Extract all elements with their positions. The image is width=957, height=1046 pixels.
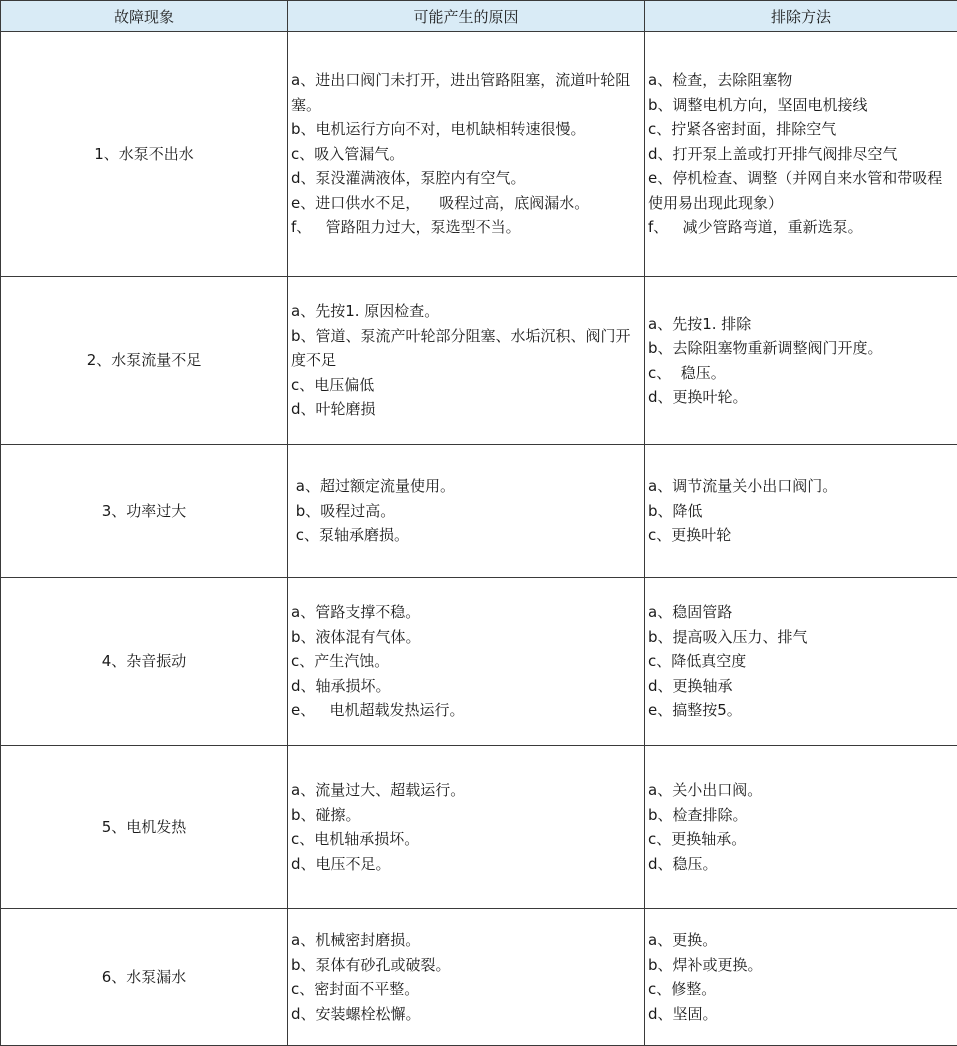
remedy-item: c、修整。 — [648, 977, 953, 1002]
remedy-item: c、更换轴承。 — [648, 827, 953, 852]
symptom-cell: 4、杂音振动 — [1, 578, 288, 746]
table-row — [1, 445, 957, 578]
remedy-item: f、 减少管路弯道，重新选泵。 — [648, 215, 953, 240]
remedy-cell — [645, 909, 957, 1046]
cause-item: a、超过额定流量使用。 — [291, 474, 640, 499]
symptom-cell: 2、水泵流量不足 — [1, 277, 288, 445]
remedy-item: d、打开泵上盖或打开排气阀排尽空气 — [648, 142, 953, 167]
header-remedy: 排除方法 — [645, 1, 957, 32]
remedy-cell — [645, 746, 957, 909]
remedy-item: d、坚固。 — [648, 1002, 953, 1027]
cause-item: b、吸程过高。 — [291, 499, 640, 524]
remedy-item: a、更换。 — [648, 928, 953, 953]
remedy-item: d、更换轴承 — [648, 674, 953, 699]
cause-item: c、产生汽蚀。 — [291, 649, 640, 674]
cause-item: b、碰擦。 — [291, 803, 640, 828]
remedy-item: b、去除阻塞物重新调整阀门开度。 — [648, 336, 953, 361]
cause-cell — [288, 32, 645, 277]
cause-item: a、机械密封磨损。 — [291, 928, 640, 953]
remedy-item: b、降低 — [648, 499, 953, 524]
symptom-cell: 6、水泵漏水 — [1, 909, 288, 1046]
table-row — [1, 746, 957, 909]
cause-cell — [288, 445, 645, 578]
remedy-item: a、调节流量关小出口阀门。 — [648, 474, 953, 499]
cause-item: d、叶轮磨损 — [291, 397, 640, 422]
cause-item: b、液体混有气体。 — [291, 625, 640, 650]
remedy-item: a、检查，去除阻塞物 — [648, 68, 953, 93]
cause-item: c、电压偏低 — [291, 373, 640, 398]
cause-item: d、电压不足。 — [291, 852, 640, 877]
remedy-item: c、降低真空度 — [648, 649, 953, 674]
cause-cell — [288, 746, 645, 909]
table-row — [1, 578, 957, 746]
cause-item: d、泵没灌满液体，泵腔内有空气。 — [291, 166, 640, 191]
cause-item: b、电机运行方向不对，电机缺相转速很慢。 — [291, 117, 640, 142]
cause-item: c、电机轴承损坏。 — [291, 827, 640, 852]
remedy-item: c、拧紧各密封面，排除空气 — [648, 117, 953, 142]
cause-item: d、安装螺栓松懈。 — [291, 1002, 640, 1027]
cause-cell — [288, 909, 645, 1046]
remedy-cell — [645, 445, 957, 578]
cause-cell — [288, 277, 645, 445]
remedy-item: c、 稳压。 — [648, 361, 953, 386]
cause-item: b、管道、泵流产叶轮部分阻塞、水垢沉积、阀门开度不足 — [291, 324, 640, 373]
cause-item: a、先按1. 原因检查。 — [291, 299, 640, 324]
cause-item: a、流量过大、超载运行。 — [291, 778, 640, 803]
remedy-cell — [645, 32, 957, 277]
cause-item: e、进口供水不足， 吸程过高，底阀漏水。 — [291, 191, 640, 216]
cause-item: a、管路支撑不稳。 — [291, 600, 640, 625]
cause-item: f、 管路阻力过大，泵选型不当。 — [291, 215, 640, 240]
remedy-cell — [645, 578, 957, 746]
symptom-cell: 1、水泵不出水 — [1, 32, 288, 277]
table-row — [1, 277, 957, 445]
cause-item: a、进出口阀门未打开，进出管路阻塞，流道叶轮阻塞。 — [291, 68, 640, 117]
remedy-item: c、更换叶轮 — [648, 523, 953, 548]
remedy-item: e、停机检查、调整（并网自来水管和带吸程使用易出现此现象） — [648, 166, 953, 215]
header-cause: 可能产生的原因 — [288, 1, 645, 32]
remedy-item: a、稳固管路 — [648, 600, 953, 625]
cause-item: c、泵轴承磨损。 — [291, 523, 640, 548]
cause-item: c、吸入管漏气。 — [291, 142, 640, 167]
header-symptom: 故障现象 — [1, 1, 288, 32]
remedy-item: d、更换叶轮。 — [648, 385, 953, 410]
remedy-item: e、搞整按5。 — [648, 698, 953, 723]
symptom-cell: 3、功率过大 — [1, 445, 288, 578]
symptom-cell: 5、电机发热 — [1, 746, 288, 909]
cause-item: e、 电机超载发热运行。 — [291, 698, 640, 723]
table-row — [1, 909, 957, 1046]
table-row — [1, 32, 957, 277]
remedy-cell — [645, 277, 957, 445]
remedy-item: b、提高吸入压力、排气 — [648, 625, 953, 650]
remedy-item: b、检查排除。 — [648, 803, 953, 828]
cause-cell — [288, 578, 645, 746]
remedy-item: b、调整电机方向，坚固电机接线 — [648, 93, 953, 118]
header-row — [1, 1, 957, 32]
cause-item: d、轴承损坏。 — [291, 674, 640, 699]
remedy-item: b、焊补或更换。 — [648, 953, 953, 978]
cause-item: b、泵体有砂孔或破裂。 — [291, 953, 640, 978]
cause-item: c、密封面不平整。 — [291, 977, 640, 1002]
remedy-item: a、关小出口阀。 — [648, 778, 953, 803]
remedy-item: d、稳压。 — [648, 852, 953, 877]
remedy-item: a、先按1. 排除 — [648, 312, 953, 337]
